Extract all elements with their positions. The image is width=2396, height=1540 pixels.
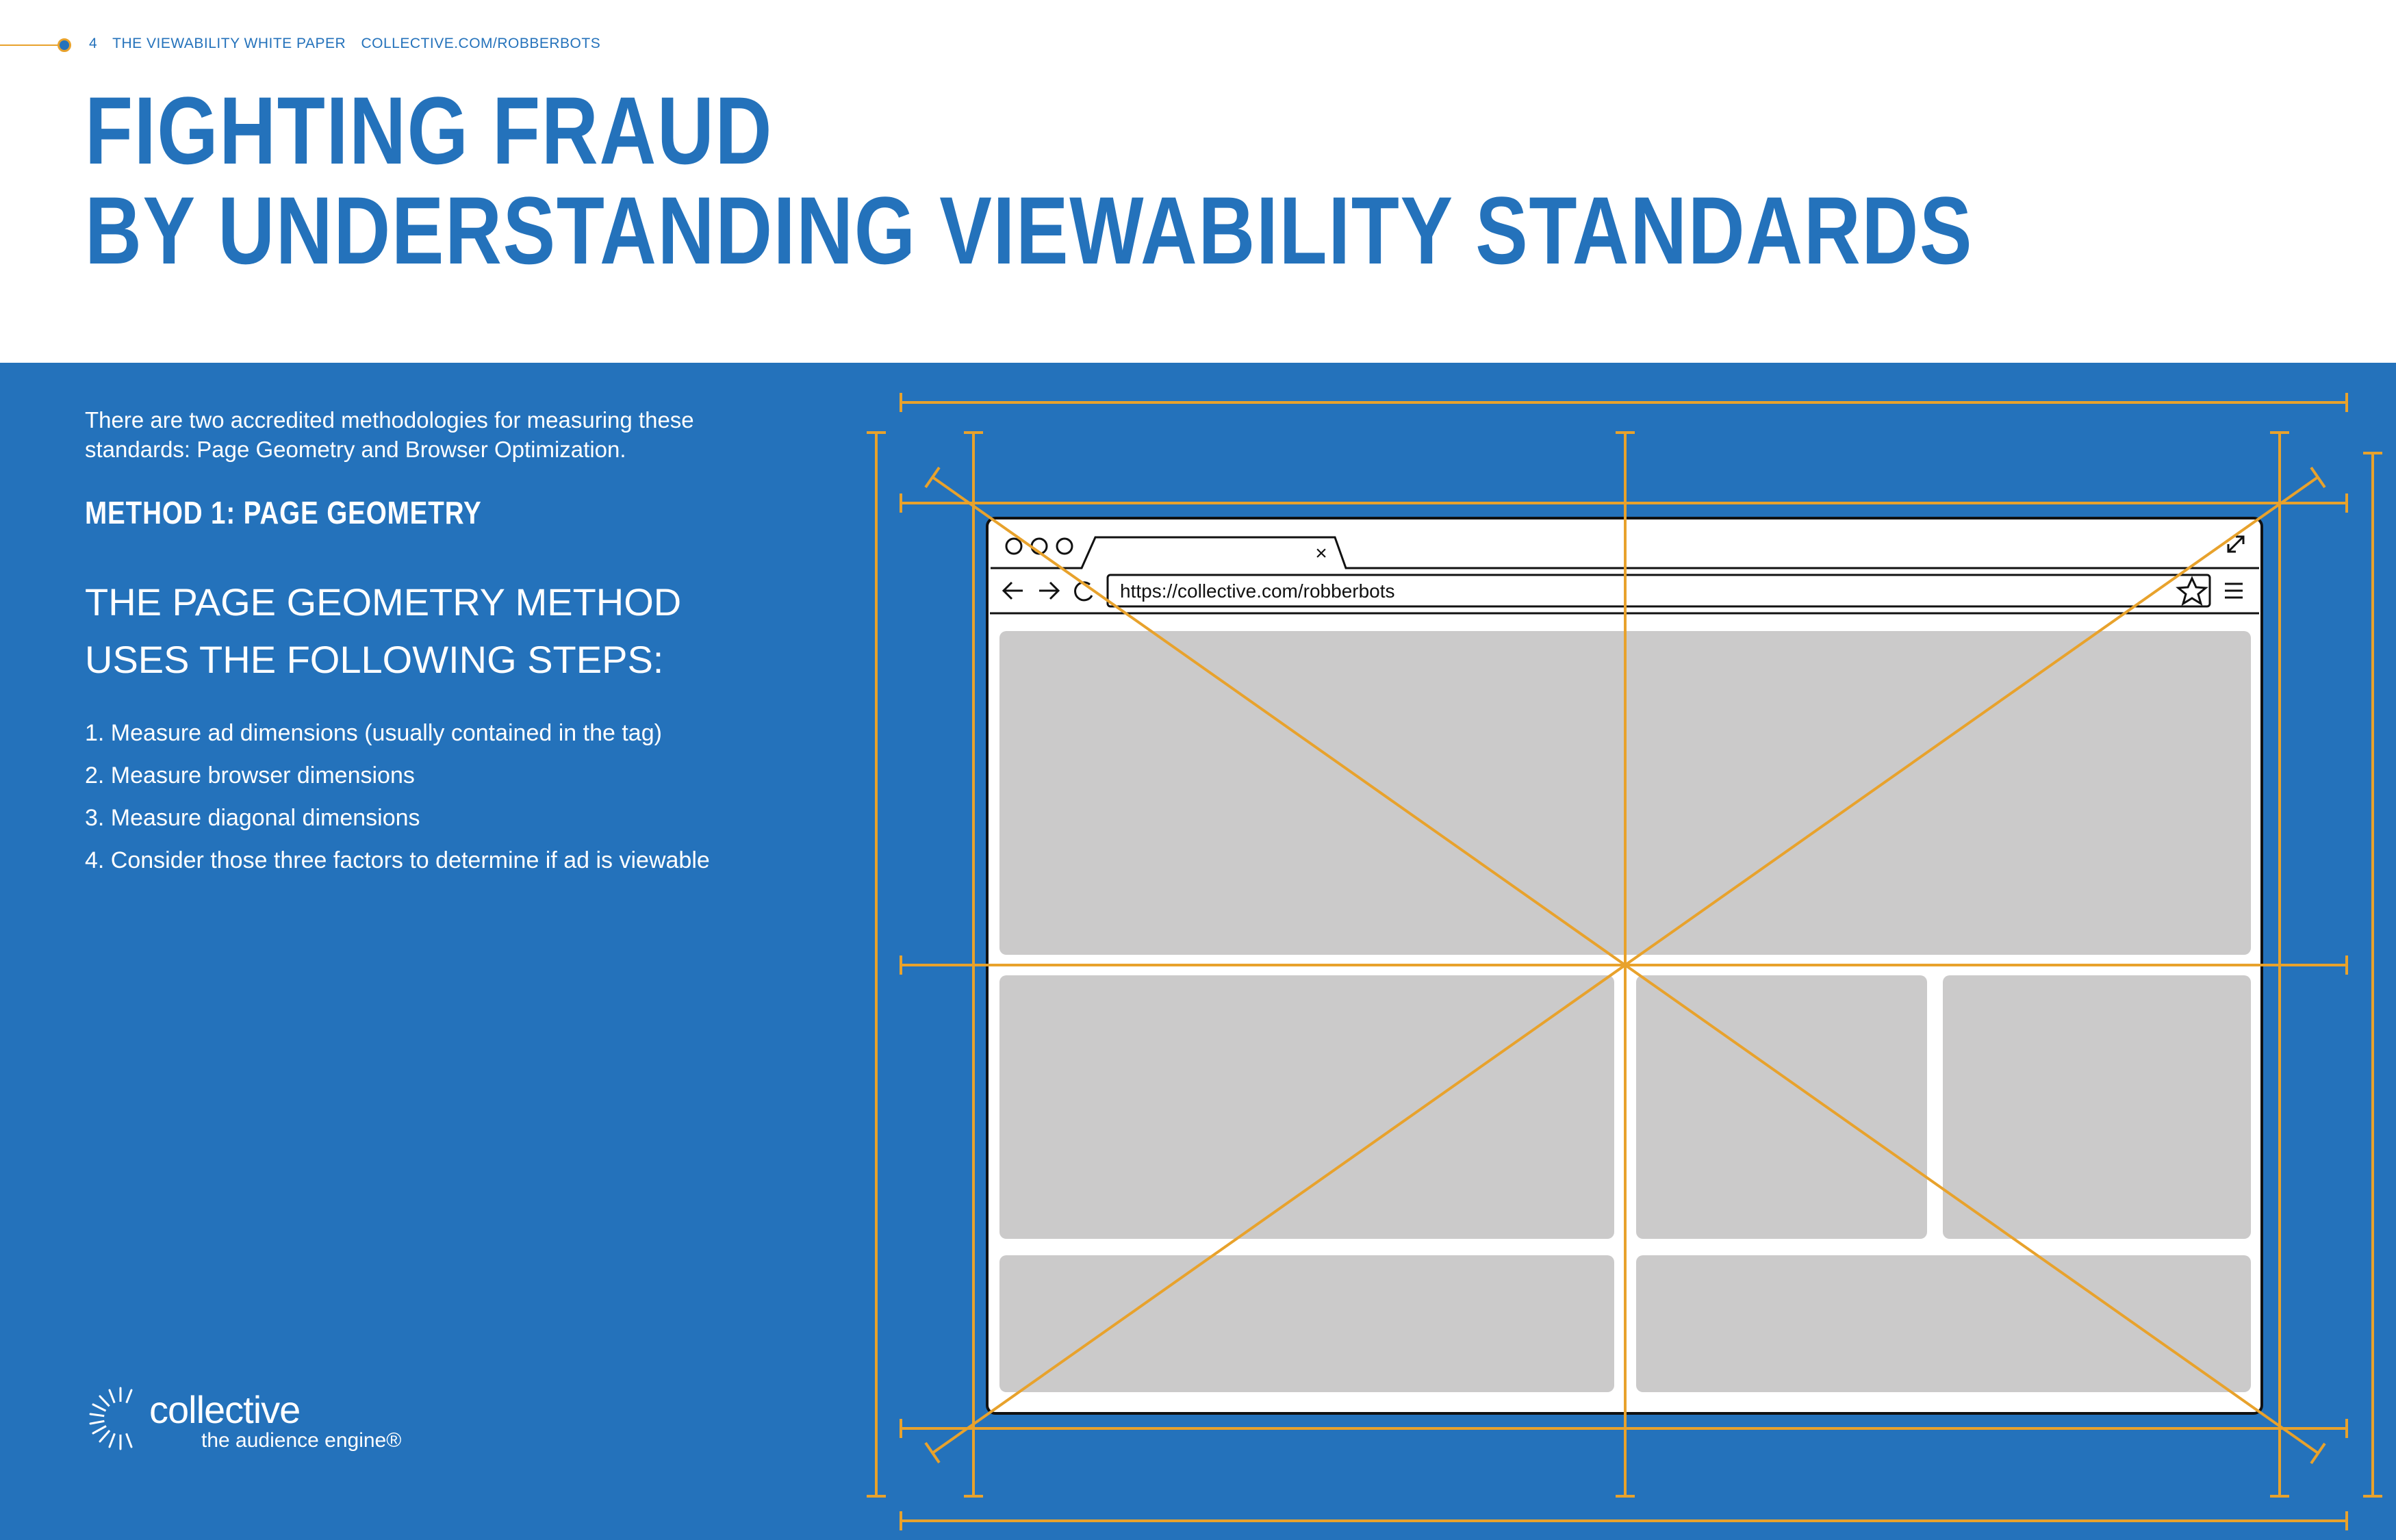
address-bar-url[interactable]: https://collective.com/robberbots (1120, 580, 1395, 602)
title-line-2: BY UNDERSTANDING VIEWABILITY STANDARDS (85, 177, 1974, 284)
ad-placeholder-middle-center (1636, 975, 1927, 1239)
step-item: 4. Consider those three factors to determine if ad is viewable (85, 847, 710, 873)
header-url: COLLECTIVE.COM/ROBBERBOTS (361, 36, 601, 51)
ad-placeholder-bottom-right (1636, 1255, 2251, 1392)
step-item: 1. Measure ad dimensions (usually contained in the tag) (85, 720, 662, 746)
logo-name: collective (149, 1388, 301, 1431)
method-heading: METHOD 1: PAGE GEOMETRY (85, 495, 482, 530)
logo-tagline: the audience engine® (201, 1429, 402, 1452)
tab-close-icon[interactable]: × (1315, 542, 1327, 565)
title-line-1: FIGHTING FRAUD (85, 77, 774, 184)
step-item: 2. Measure browser dimensions (85, 762, 415, 788)
publication-name: THE VIEWABILITY WHITE PAPER (112, 36, 346, 51)
steps-heading-line-2: USES THE FOLLOWING STEPS: (85, 638, 664, 681)
page-number: 4 (89, 36, 98, 51)
intro-paragraph: There are two accredited methodologies for measuring these standards: Page Geometry and Browser Optimization. (85, 407, 694, 462)
ad-placeholder-bottom-left (999, 1255, 1614, 1392)
ad-placeholder-middle-right (1943, 975, 2251, 1239)
steps-heading-line-1: THE PAGE GEOMETRY METHOD (85, 580, 682, 624)
step-item: 3. Measure diagonal dimensions (85, 805, 420, 831)
ad-placeholder-middle-left (999, 975, 1614, 1239)
